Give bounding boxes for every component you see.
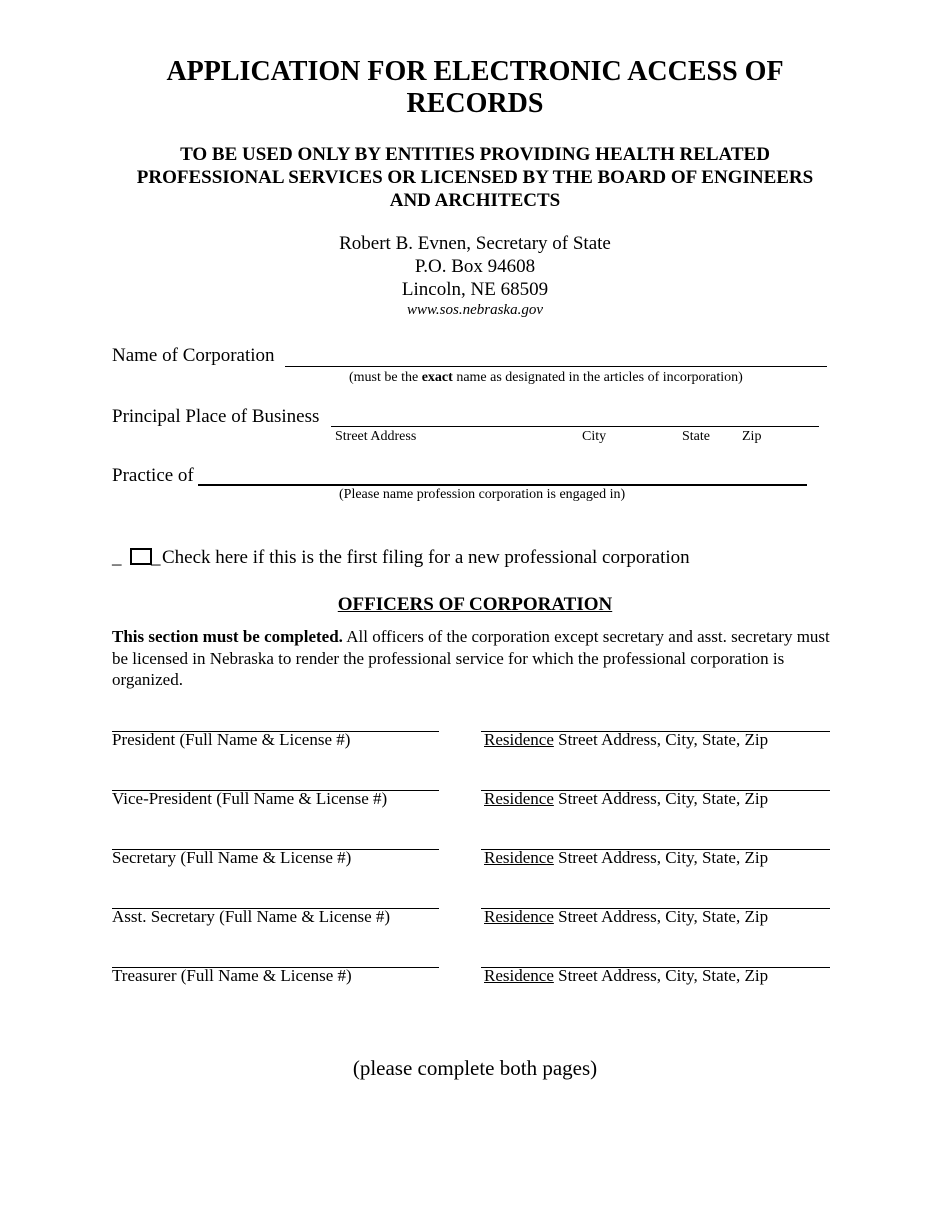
treasurer-residence-label: Residence Street Address, City, State, Zip xyxy=(484,966,769,985)
complete-both-pages-note: (please complete both pages) xyxy=(352,1056,598,1080)
form-title-line-1: APPLICATION FOR ELECTRONIC ACCESS OF xyxy=(166,56,784,87)
form-title xyxy=(0,56,950,120)
vice-president-residence-label: Residence Street Address, City, State, Zip xyxy=(484,789,769,808)
business-address-field[interactable] xyxy=(331,426,819,427)
form-subtitle-line-1: TO BE USED ONLY BY ENTITIES PROVIDING HEALTH RELATED xyxy=(180,144,770,165)
treasurer-label: Treasurer (Full Name & License #) xyxy=(112,966,352,985)
president-label: President (Full Name & License #) xyxy=(112,730,351,749)
zip-caption: Zip xyxy=(742,429,762,444)
form-subtitle-line-3: AND ARCHITECTS xyxy=(389,190,561,211)
practice-field[interactable] xyxy=(198,484,807,486)
form-subtitle-line-2: PROFESSIONAL SERVICES OR LICENSED BY THE BOARD OF ENGINEERS xyxy=(136,167,814,188)
business-label: Principal Place of Business xyxy=(112,406,320,427)
practice-label: Practice of xyxy=(112,465,194,486)
officers-intro: This section must be completed. All officers of the corporation except secretary and asst. secretary must be licensed in Nebraska to render the professional service for which the professional corporation is organized. xyxy=(112,627,830,689)
website-link[interactable]: www.sos.nebraska.gov xyxy=(407,302,543,318)
corp-name-label: Name of Corporation xyxy=(112,345,275,366)
vice-president-label: Vice-President (Full Name & License #) xyxy=(112,789,388,808)
city-state-zip: Lincoln, NE 68509 xyxy=(401,279,549,300)
checkbox-prefix: _ xyxy=(112,547,122,568)
first-filing-label: Check here if this is the first filing for a new professional corporation xyxy=(162,547,690,568)
checkbox-suffix: _ xyxy=(151,547,161,568)
president-residence-label: Residence Street Address, City, State, Zip xyxy=(484,730,769,749)
city-caption: City xyxy=(582,429,607,444)
corp-name-field[interactable] xyxy=(285,366,827,367)
secretary-label: Secretary (Full Name & License #) xyxy=(112,848,352,867)
first-filing-checkbox[interactable] xyxy=(130,548,152,565)
form-subtitle xyxy=(0,143,950,212)
secretary-name: Robert B. Evnen, Secretary of State xyxy=(339,233,611,254)
officers-heading: OFFICERS OF CORPORATION xyxy=(337,594,613,615)
secretary-residence-label: Residence Street Address, City, State, Zip xyxy=(484,848,769,867)
form-title-line-2: RECORDS xyxy=(406,88,544,119)
po-box: P.O. Box 94608 xyxy=(414,256,536,277)
street-address-caption: Street Address xyxy=(335,429,417,444)
asst-secretary-label: Asst. Secretary (Full Name & License #) xyxy=(112,907,391,926)
asst-secretary-residence-label: Residence Street Address, City, State, Zip xyxy=(484,907,769,926)
state-caption: State xyxy=(682,429,710,444)
corp-name-note: (must be the exact name as designated in the articles of incorporation) xyxy=(349,370,743,385)
practice-note: (Please name profession corporation is engaged in) xyxy=(339,487,626,502)
